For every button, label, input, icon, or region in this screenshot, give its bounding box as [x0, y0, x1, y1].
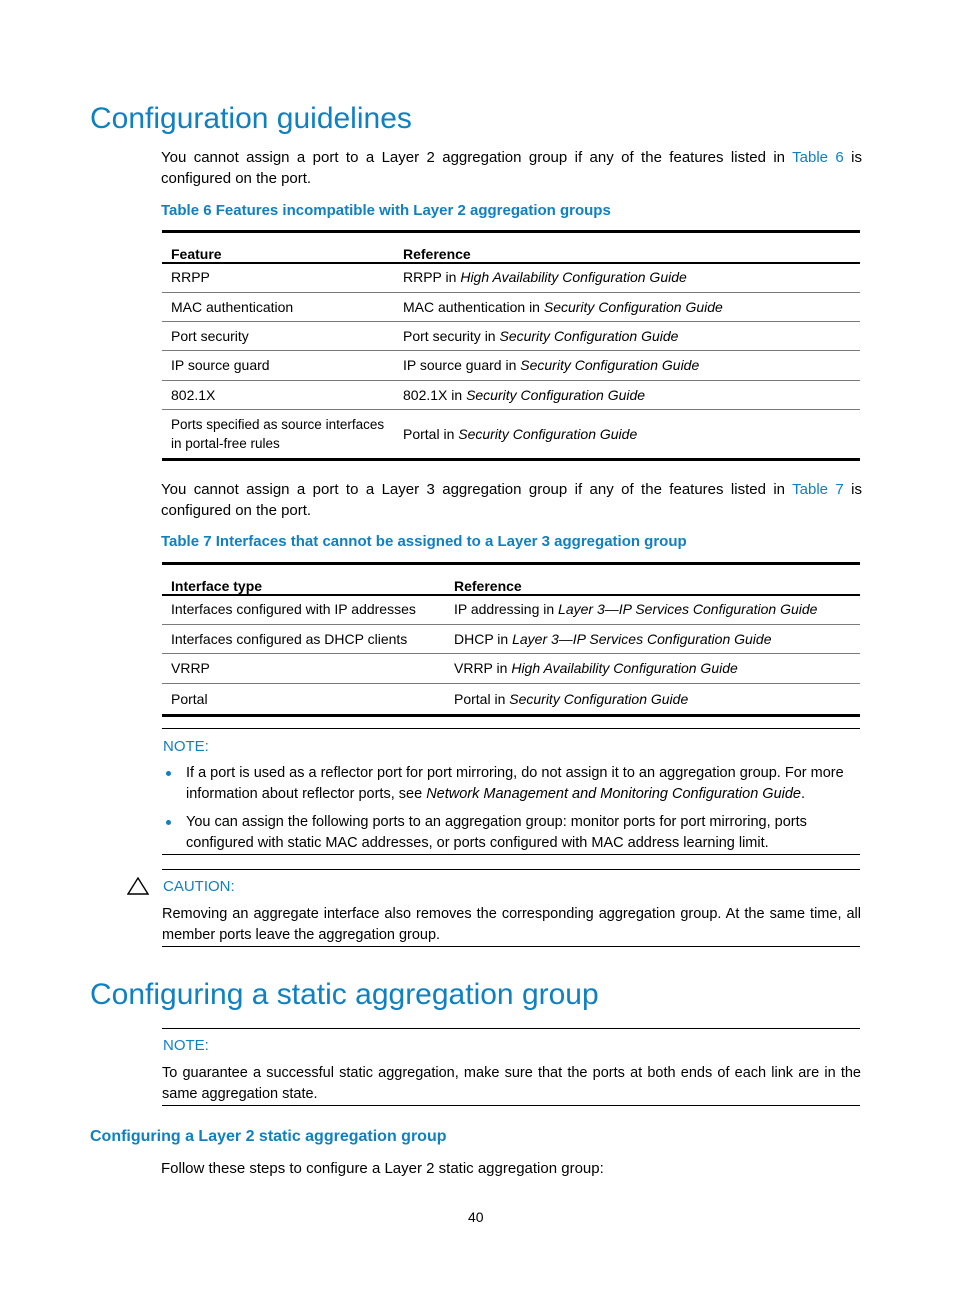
caution-label: CAUTION:: [163, 878, 235, 895]
caution-bottom-rule: [162, 946, 860, 947]
table-cell-reference: [394, 351, 860, 381]
caution-top-rule: [162, 869, 860, 870]
table-cell-interface-type: Interfaces configured with IP addresses: [162, 595, 445, 625]
table-row: [162, 410, 860, 460]
table-cell-reference: [445, 654, 860, 684]
table-row: [162, 263, 860, 293]
table-cell-reference: [445, 625, 860, 654]
bullet-guide: Network Management and Monitoring Configuration Guide: [426, 786, 801, 802]
note-top-rule: [162, 1028, 860, 1029]
section-title-configuration-guidelines: Configuration guidelines: [90, 102, 412, 135]
reference-text: Portal in: [454, 690, 510, 707]
paragraph-layer2-intro: [161, 147, 862, 189]
subheading-layer2-static: Configuring a Layer 2 static aggregation group: [90, 1128, 447, 1145]
reference-text: RRPP in: [403, 269, 461, 286]
note-top-rule: [162, 728, 860, 729]
table-cell-feature: IP source guard: [162, 351, 394, 381]
table-row: [162, 625, 860, 654]
paragraph-text: You cannot assign a port to a Layer 3 aggregation group if any of the features listed in: [161, 481, 793, 498]
paragraph-text: is configured on the port.: [161, 481, 862, 519]
table-cell-reference: [394, 381, 860, 410]
note-bottom-rule: [162, 854, 860, 855]
reference-text: IP source guard in: [403, 357, 521, 373]
table-cell-reference: [445, 595, 860, 625]
table-cell-feature: [162, 410, 394, 460]
reference-text: IP addressing in: [454, 601, 559, 618]
table-row: [162, 293, 860, 322]
paragraph-follow-steps: Follow these steps to configure a Layer 2 static aggregation group:: [161, 1160, 604, 1177]
bullet-icon: [166, 820, 171, 825]
table-row: [162, 654, 860, 684]
table-cell-interface-type: Portal: [162, 684, 445, 716]
reference-guide: High Availability Configuration Guide: [511, 660, 738, 676]
reference-guide: Security Configuration Guide: [520, 357, 700, 373]
table-cell-reference: [394, 322, 860, 351]
table7-header-reference: Reference: [445, 564, 860, 595]
reference-guide: Layer 3—IP Services Configuration Guide: [558, 601, 818, 618]
table-cell-interface-type: Interfaces configured as DHCP clients: [162, 625, 445, 654]
table7-link[interactable]: Table 7: [792, 481, 844, 498]
table-row: [162, 322, 860, 351]
reference-text: Portal in: [403, 425, 459, 442]
table6-link[interactable]: Table 6: [792, 149, 844, 166]
bullet-text: .: [800, 786, 806, 802]
reference-text: 802.1X in: [403, 386, 467, 403]
caution-text: Removing an aggregate interface also removes the corresponding aggregation group. At the same time, all member ports leave the aggregation group.: [162, 906, 861, 943]
table-row: [162, 381, 860, 410]
paragraph-layer3-intro: [161, 479, 862, 521]
table-row: [162, 684, 860, 716]
bullet-icon: [166, 771, 171, 776]
table6-caption: Table 6 Features incompatible with Layer 2 aggregation groups: [161, 202, 611, 219]
feature-line: in portal-free rules: [171, 436, 280, 451]
table-cell-feature: 802.1X: [162, 381, 394, 410]
table-cell-feature: Port security: [162, 322, 394, 351]
note-text: To guarantee a successful static aggregation, make sure that the ports at both ends of each link are in the same aggregation state.: [162, 1065, 861, 1102]
reference-text: MAC authentication in: [403, 298, 544, 315]
table6-features: [162, 230, 860, 461]
table6-header-feature: Feature: [162, 232, 394, 263]
note-bottom-rule: [162, 1105, 860, 1106]
table-cell-reference: [445, 684, 860, 716]
reference-guide: Security Configuration Guide: [543, 298, 723, 315]
table-row: [162, 595, 860, 625]
table7-caption: Table 7 Interfaces that cannot be assigned to a Layer 3 aggregation group: [161, 533, 687, 550]
note-bullet-reflector: [186, 763, 861, 805]
table-row: [162, 351, 860, 381]
section-title-static-aggregation: Configuring a static aggregation group: [90, 978, 599, 1011]
feature-line: Ports specified as source interfaces: [171, 417, 385, 432]
reference-guide: High Availability Configuration Guide: [460, 269, 687, 286]
table-cell-reference: [394, 263, 860, 293]
table-cell-reference: [394, 293, 860, 322]
note-bullet-ports: You can assign the following ports to an aggregation group: monitor ports for port mirroring, ports configured with static MAC addresses, or ports configured with MAC address learning limit.: [186, 814, 807, 851]
table-cell-feature: MAC authentication: [162, 293, 394, 322]
bullet-text: If a port is used as a reflector port for port mirroring, do not assign it to an aggregation group. For more information about reflector ports, see: [186, 765, 844, 802]
table-cell-reference: [394, 410, 860, 460]
reference-guide: Layer 3—IP Services Configuration Guide: [512, 630, 772, 647]
reference-guide: Security Configuration Guide: [509, 690, 689, 707]
note-label: NOTE:: [163, 738, 209, 755]
table6-header-reference: Reference: [394, 232, 860, 263]
paragraph-text: is configured on the port.: [161, 149, 862, 187]
table-cell-feature: RRPP: [162, 263, 394, 293]
note-label: NOTE:: [163, 1037, 209, 1054]
reference-guide: Security Configuration Guide: [499, 327, 679, 344]
reference-text: Port security in: [403, 327, 500, 344]
caution-triangle-icon: [127, 877, 149, 895]
reference-guide: Security Configuration Guide: [458, 425, 638, 442]
reference-guide: Security Configuration Guide: [466, 386, 646, 403]
table7-interfaces: [162, 562, 860, 717]
page-number: 40: [468, 1209, 484, 1225]
paragraph-text: You cannot assign a port to a Layer 2 aggregation group if any of the features listed in: [161, 149, 793, 166]
table7-header-interface-type: Interface type: [162, 564, 445, 595]
table-cell-interface-type: VRRP: [162, 654, 445, 684]
reference-text: VRRP in: [454, 660, 512, 676]
reference-text: DHCP in: [454, 630, 513, 647]
